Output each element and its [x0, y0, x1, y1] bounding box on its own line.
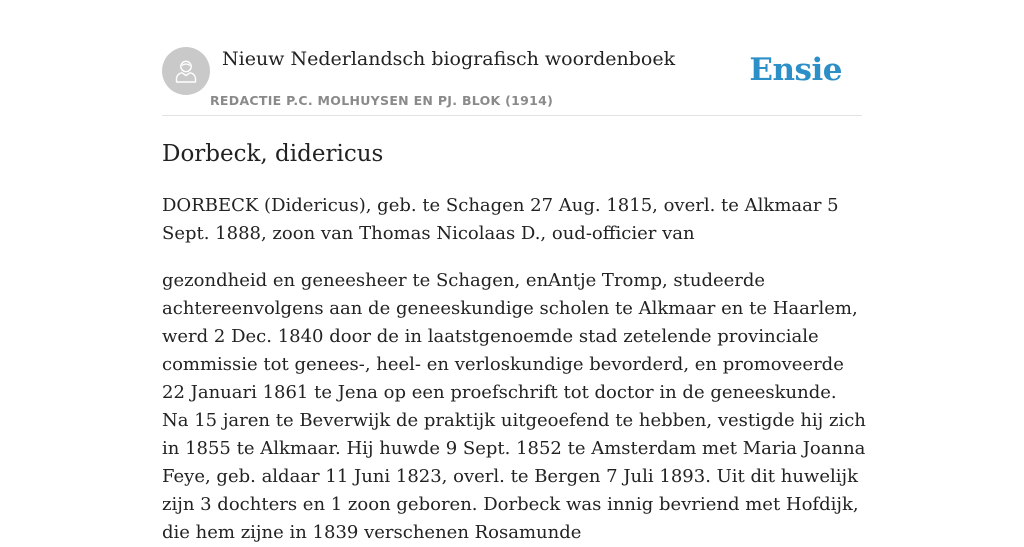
source-title[interactable]: Nieuw Nederlandsch biografisch woordenboek	[222, 48, 676, 70]
source-editors: REDACTIE P.C. MOLHUYSEN EN PJ. BLOK (1914)	[210, 93, 554, 108]
source-avatar[interactable]	[162, 47, 210, 95]
article-paragraph: gezondheid en geneesheer te Schagen, enAntje Tromp, studeerde achtereenvolgens aan de geneeskundige scholen te Alkmaar en te Haarlem, werd 2 Dec. 1840 door de in laatstgenoemde stad zetelende provinciale commissie tot genees-, heel- en verloskundige bevorderd, en promoveerde 22 Januari 1861 te Jena op een proefschrift tot doctor in de geneeskunde. Na 15 jaren te Beverwijk de praktijk uitgeoefend te hebben, vestigde hij zich in 1855 te Alkmaar. Hij huwde 9 Sept. 1852 te Amsterdam met Maria Joanna Feye, geb. aldaar 11 Juni 1823, overl. te Bergen 7 Juli 1893. Uit dit huwelijk zijn 3 dochters en 1 zoon geboren. Dorbeck was innig bevriend met Hofdijk, die hem zijne in 1839 verschenen Rosamunde	[162, 270, 866, 543]
article-title: Dorbeck, didericus	[162, 141, 384, 167]
article-paragraph: DORBECK (Didericus), geb. te Schagen 27 Aug. 1815, overl. te Alkmaar 5 Sept. 1888, zoon van Thomas Nicolaas D., oud-officier van	[162, 195, 839, 244]
source-header	[162, 46, 862, 116]
user-icon	[171, 56, 201, 86]
ensie-logo[interactable]: Ensie	[749, 52, 842, 88]
